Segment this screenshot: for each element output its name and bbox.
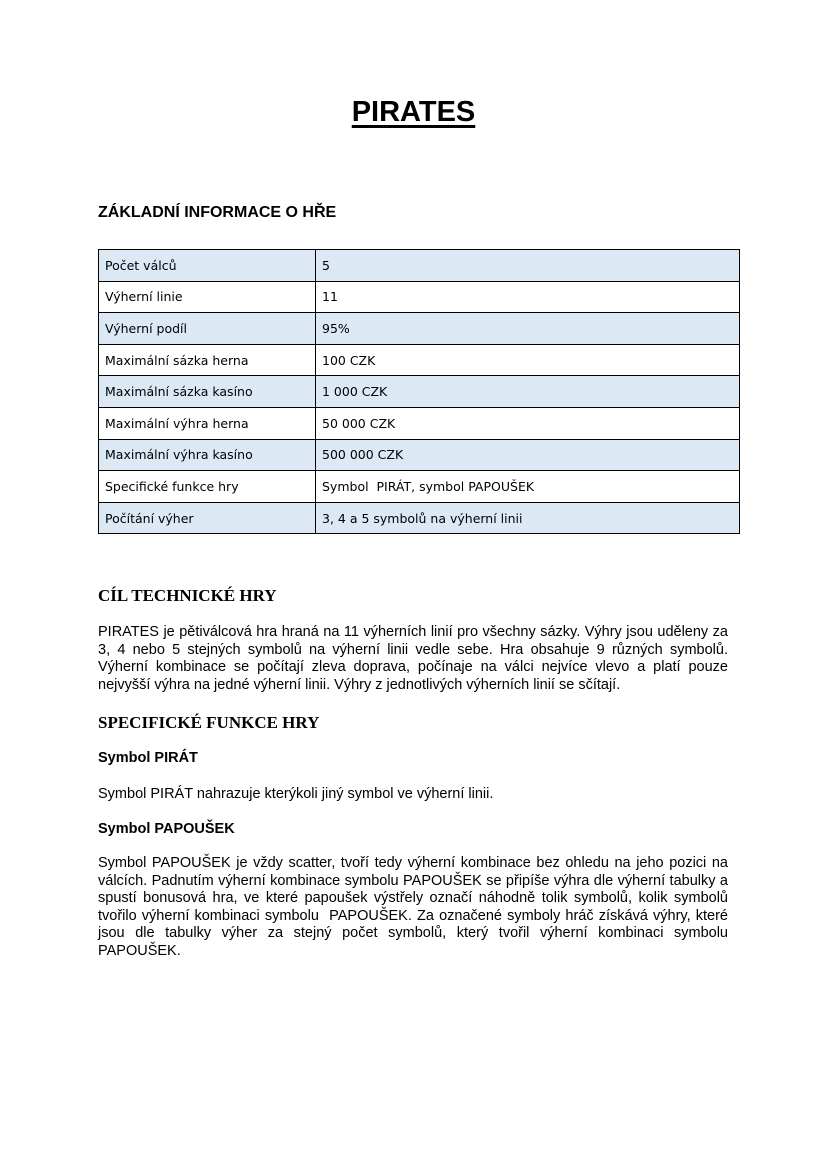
row-value: Symbol PIRÁT, symbol PAPOUŠEK — [316, 471, 740, 503]
table-row — [99, 439, 740, 471]
goal-paragraph: PIRATES je pětiválcová hra hraná na 11 výherních linií pro všechny sázky. Výhry jsou uděleny za 3, 4 nebo 5 stejných symbolů na výherní linii vedle sebe. Hra obsahuje 9 různých symbolů. Výherní kombinace se počítají zleva doprava, počínaje na válci nejvíce vlevo a platí pouze nejvyšší výhra na jedné výherní linii. Výhry z jednotlivých výherních linií se sčítají. — [98, 624, 728, 693]
row-value: 1 000 CZK — [316, 376, 740, 408]
table-row — [99, 313, 740, 345]
table-row — [99, 407, 740, 439]
document-title: PIRATES — [351, 96, 476, 128]
table-row — [99, 281, 740, 313]
parrot-symbol-heading: Symbol PAPOUŠEK — [98, 821, 235, 837]
table-row — [99, 376, 740, 408]
row-value: 95% — [316, 313, 740, 345]
features-heading: SPECIFICKÉ FUNKCE HRY — [98, 713, 320, 732]
row-value: 3, 4 a 5 symbolů na výherní linii — [316, 502, 740, 534]
basic-info-heading: ZÁKLADNÍ INFORMACE O HŘE — [98, 204, 337, 221]
pirate-symbol-heading: Symbol PIRÁT — [98, 750, 198, 766]
table-row — [99, 344, 740, 376]
table-row — [99, 502, 740, 534]
row-label: Výherní podíl — [99, 313, 316, 345]
pirate-symbol-paragraph: Symbol PIRÁT nahrazuje kterýkoli jiný symbol ve výherní linii. — [98, 786, 494, 802]
row-value: 100 CZK — [316, 344, 740, 376]
row-value: 11 — [316, 281, 740, 313]
row-label: Maximální sázka herna — [99, 344, 316, 376]
row-label: Počítání výher — [99, 502, 316, 534]
row-label: Počet válců — [99, 250, 316, 282]
goal-heading: CÍL TECHNICKÉ HRY — [98, 586, 277, 605]
row-label: Maximální sázka kasíno — [99, 376, 316, 408]
row-value: 500 000 CZK — [316, 439, 740, 471]
parrot-symbol-paragraph: Symbol PAPOUŠEK je vždy scatter, tvoří tedy výherní kombinace bez ohledu na jeho pozici na válcích. Padnutím výherní kombinace symbolu PAPOUŠEK se připíše výhra dle výherní tabulky a spustí bonusová hra, ve které papoušek výstřely označí náhodně tolik symbolů, kolik symbolů tvořilo výherní kombinaci symbolu PAPOUŠEK. Za označené symboly hráč získává výhry, které jsou dle tabulky výher za stejný počet symbolů, který tvořil výherní kombinaci symbolu PAPOUŠEK. — [98, 855, 737, 959]
basic-info-table — [98, 249, 740, 534]
table-row — [99, 250, 740, 282]
row-value: 5 — [316, 250, 740, 282]
row-label: Výherní linie — [99, 281, 316, 313]
row-label: Specifické funkce hry — [99, 471, 316, 503]
row-label: Maximální výhra kasíno — [99, 439, 316, 471]
row-label: Maximální výhra herna — [99, 407, 316, 439]
row-value: 50 000 CZK — [316, 407, 740, 439]
table-row — [99, 471, 740, 503]
